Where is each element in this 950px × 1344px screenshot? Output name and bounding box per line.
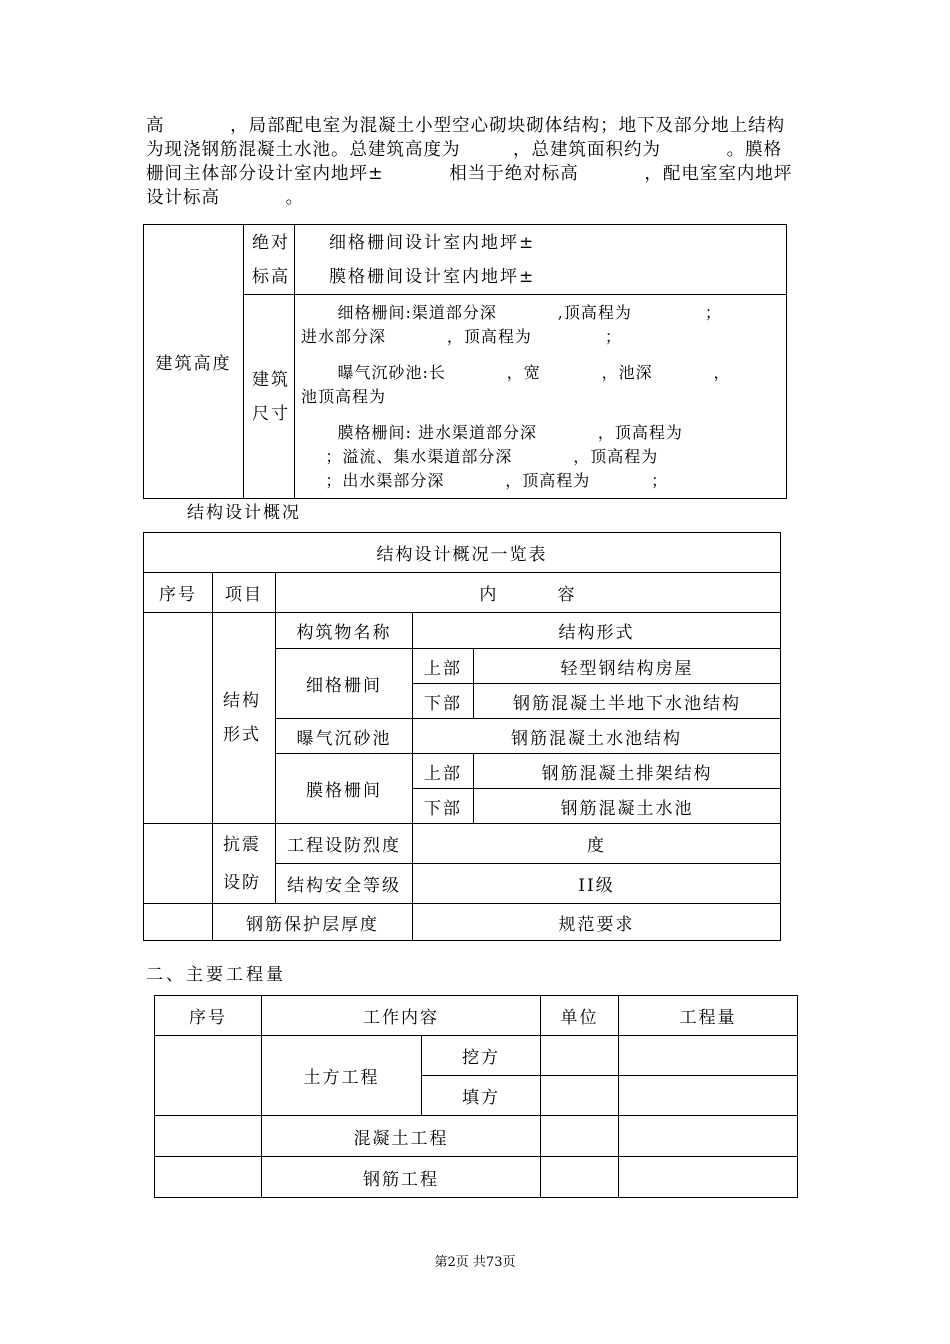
main-quantities-table (154, 995, 798, 1198)
header-quantity: 工程量 (619, 996, 798, 1036)
membrane-grille-name: 膜格栅间 (276, 754, 413, 824)
safety-grade-label: 结构安全等级 (276, 864, 413, 904)
fine-grille-upper: 轻型钢结构房屋 (474, 649, 781, 684)
intensity-value: 度 (413, 824, 781, 864)
cell-quantity (619, 1076, 798, 1116)
table-title: 结构设计概况一览表 (144, 533, 781, 573)
fine-grille-lower: 钢筋混凝土半地下水池结构 (474, 684, 781, 719)
size-label: 建筑 尺寸 (244, 295, 295, 499)
header-content: 内 容 (276, 573, 781, 613)
cell-no (144, 904, 213, 941)
cell-no (155, 1036, 262, 1116)
cell-unit (541, 1036, 619, 1076)
structure-overview-table (143, 532, 781, 941)
earthwork-label: 土方工程 (262, 1036, 422, 1116)
intro-line: 栅间主体部分设计室内地坪± 相当于绝对标高 ，配电室室内地坪 (146, 164, 793, 184)
page-footer: 第2页 共73页 (434, 1255, 516, 1270)
upper-label: 上部 (413, 754, 474, 789)
header-work-content: 工作内容 (262, 996, 541, 1036)
intro-line: 设计标高 。 (146, 188, 305, 208)
seismic-label: 抗震 设防 (213, 824, 276, 904)
section-title-quantities: 二、主要工程量 (146, 965, 286, 985)
header-unit: 单位 (541, 996, 619, 1036)
cell-quantity (619, 1157, 798, 1198)
building-height-table (143, 224, 787, 499)
cell-no (155, 1116, 262, 1157)
intro-line: 高 ，局部配电室为混凝土小型空心砌块砌体结构；地下及部分地上结构 (146, 116, 786, 136)
membrane-grille-lower: 钢筋混凝土水池 (474, 789, 781, 824)
size-content: 细格栅间:渠道部分深 ,顶高程为 ； 进水部分深 ，顶高程为 ； 曝气沉砂池:长 ，宽 ，池深 ， 池顶高程为 膜格栅间: 进水渠道部分深 ，顶高程为 ；溢流、集水渠道部分深 ，顶高程为 ；出水渠部分深 ，顶高程为 ； (295, 295, 787, 499)
abs-height-label: 绝对 标高 (244, 225, 295, 295)
fine-grille-name: 细格栅间 (276, 649, 413, 719)
excavation-label: 挖方 (422, 1036, 541, 1076)
abs-height-content: 细格栅间设计室内地坪± 膜格栅间设计室内地坪± (295, 225, 787, 295)
membrane-grille-upper: 钢筋混凝土排架结构 (474, 754, 781, 789)
lower-label: 下部 (413, 684, 474, 719)
cell-no (144, 824, 213, 904)
cell-quantity (619, 1116, 798, 1157)
cell-unit (541, 1076, 619, 1116)
rebar-work-label: 钢筋工程 (262, 1157, 541, 1198)
upper-label: 上部 (413, 649, 474, 684)
cell-no (144, 613, 213, 824)
fill-label: 填方 (422, 1076, 541, 1116)
intro-line: 为现浇钢筋混凝土水池。总建筑高度为 ，总建筑面积约为 。膜格 (146, 140, 783, 160)
intro-paragraph (146, 114, 806, 210)
lower-label: 下部 (413, 789, 474, 824)
rebar-cover-value: 规范要求 (413, 904, 781, 941)
structure-form-label: 结构 形式 (213, 613, 276, 824)
grit-chamber-name: 曝气沉砂池 (276, 719, 413, 754)
cell-unit (541, 1116, 619, 1157)
rebar-cover-label: 钢筋保护层厚度 (213, 904, 413, 941)
intensity-label: 工程设防烈度 (276, 824, 413, 864)
row-label-building-height: 建筑高度 (144, 225, 244, 499)
section-title-structure: 结构设计概况 (187, 503, 301, 523)
cell-quantity (619, 1036, 798, 1076)
header-item: 项目 (213, 573, 276, 613)
concrete-work-label: 混凝土工程 (262, 1116, 541, 1157)
col-structure-form: 结构形式 (413, 613, 781, 649)
col-building-name: 构筑物名称 (276, 613, 413, 649)
cell-no (155, 1157, 262, 1198)
grit-chamber-form: 钢筋混凝土水池结构 (413, 719, 781, 754)
header-no: 序号 (144, 573, 213, 613)
safety-grade-value: II级 (413, 864, 781, 904)
cell-unit (541, 1157, 619, 1198)
header-no: 序号 (155, 996, 262, 1036)
